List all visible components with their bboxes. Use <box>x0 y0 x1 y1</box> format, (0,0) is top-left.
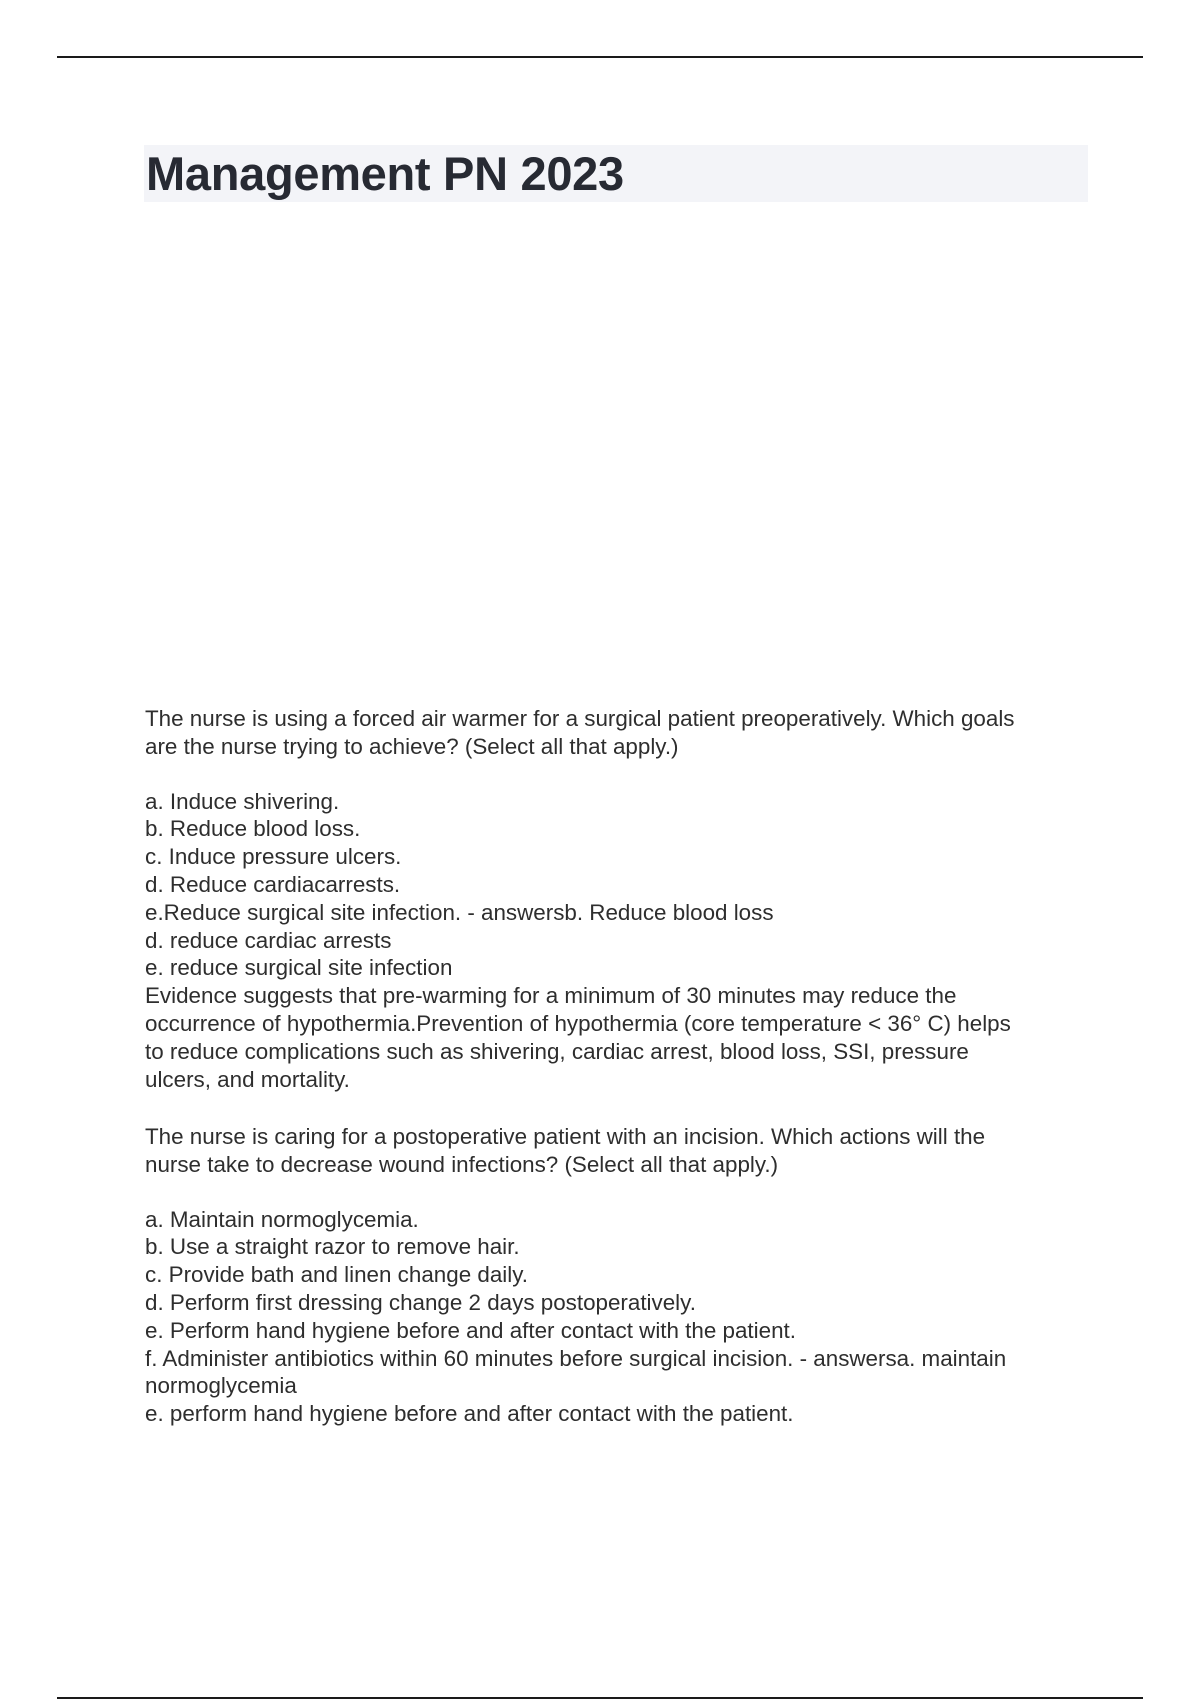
header-rule <box>57 56 1143 58</box>
answer-line: e. perform hand hygiene before and after contact with the patient. <box>145 1401 794 1427</box>
rationale-line: ulcers, and mortality. <box>145 1066 350 1092</box>
option-line: b. Use a straight razor to remove hair. <box>145 1234 520 1260</box>
rationale-line: Evidence suggests that pre-warming for a minimum of 30 minutes may reduce the <box>145 983 957 1009</box>
option-line: a. Induce shivering. <box>145 788 340 814</box>
option-line: d. Reduce cardiacarrests. <box>145 871 401 897</box>
answer-line: d. reduce cardiac arrests <box>145 927 392 953</box>
option-line: d. Perform first dressing change 2 days postoperatively. <box>145 1289 696 1315</box>
question-stem-line: are the nurse trying to achieve? (Select all that apply.) <box>145 733 679 759</box>
question-2 <box>145 1123 1089 1428</box>
option-line: c. Provide bath and linen change daily. <box>145 1262 528 1288</box>
option-line: a. Maintain normoglycemia. <box>145 1206 419 1232</box>
rationale-line: to reduce complications such as shivering, cardiac arrest, blood loss, SSI, pressure <box>145 1038 969 1064</box>
question-stem-line: The nurse is using a forced air warmer for a surgical patient preoperatively. Which goals <box>145 706 1015 731</box>
answer-line: e. reduce surgical site infection <box>145 955 453 981</box>
option-line: b. Reduce blood loss. <box>145 816 361 842</box>
option-answer-line: f. Administer antibiotics within 60 minutes before surgical incision. - answersa. maintain <box>145 1345 1007 1371</box>
option-line: c. Induce pressure ulcers. <box>145 844 402 870</box>
option-line: e. Perform hand hygiene before and after contact with the patient. <box>145 1317 796 1343</box>
question-stem-line: The nurse is caring for a postoperative patient with an incision. Which actions will the <box>145 1124 986 1149</box>
option-answer-line: e.Reduce surgical site infection. - answersb. Reduce blood loss <box>145 899 774 925</box>
question-stem-line: nurse take to decrease wound infections? (Select all that apply.) <box>145 1151 779 1177</box>
rationale-line: occurrence of hypothermia.Prevention of hypothermia (core temperature < 36° C) helps <box>145 1010 1011 1036</box>
footer-rule <box>57 1697 1143 1699</box>
answer-line: normoglycemia <box>145 1373 297 1399</box>
question-1 <box>145 705 1089 1093</box>
page-title: Management PN 2023 <box>146 147 624 200</box>
